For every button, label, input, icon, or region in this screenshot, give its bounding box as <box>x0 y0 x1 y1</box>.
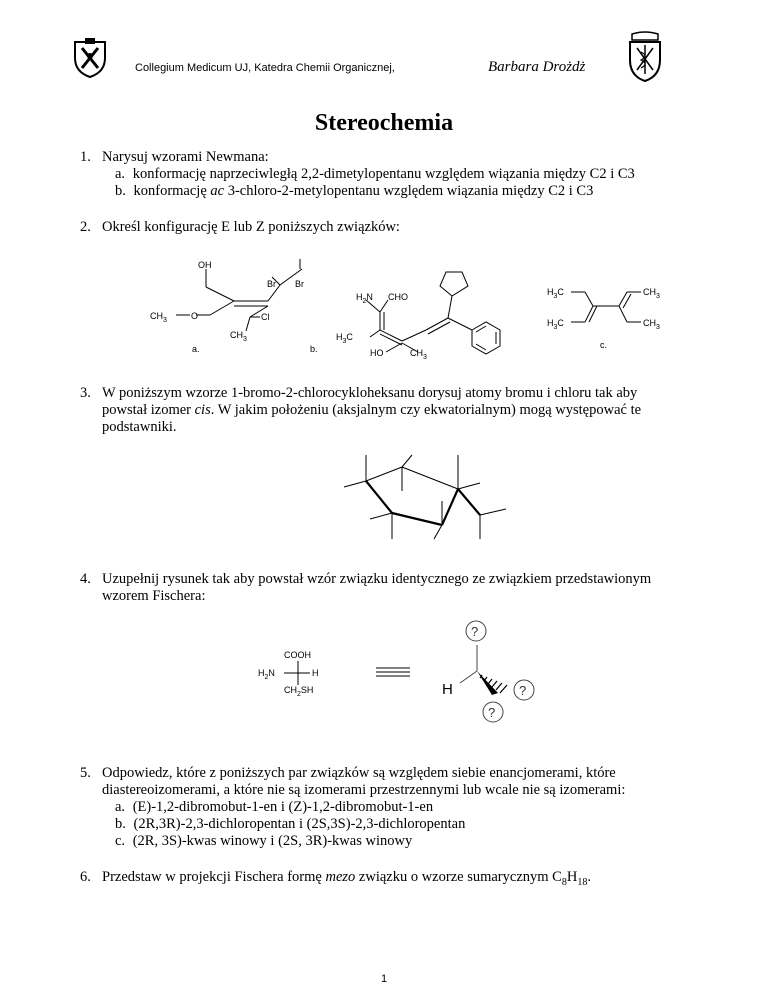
question-mark: ? <box>519 683 527 698</box>
question-text: Narysuj wzorami Newmana: <box>102 149 269 165</box>
cl-label: Cl <box>261 312 270 322</box>
question-text-line: podstawniki. <box>102 419 177 435</box>
ch3-label: $CH_3$ <box>150 311 167 324</box>
h3c-label: $H_3C$ <box>336 332 353 345</box>
question-mark: ? <box>488 705 496 720</box>
question-text-line: Uzupełnij rysunek tak aby powstał wzór związku identycznego ze związkiem przedstawionym <box>102 571 652 587</box>
header-institution: Collegium Medicum UJ, Katedra Chemii Organicznej, <box>135 62 395 74</box>
item-text: (2R, 3S)-kwas winowy i (2S, 3R)-kwas winowy <box>132 833 413 849</box>
br-label: Br <box>295 279 304 289</box>
h2n-label: $H_2N$ <box>258 668 275 681</box>
q5-item-c <box>115 833 412 850</box>
structure-c <box>545 278 705 358</box>
h3c-label: $H_3C$ <box>547 287 564 300</box>
question-2 <box>80 219 760 239</box>
question-number: 4. <box>80 571 91 587</box>
cyclohexane-chair-diagram <box>330 445 520 545</box>
h3c-label: $H_3C$ <box>547 318 564 331</box>
o-label: O <box>191 311 199 321</box>
question-text: Określ konfigurację E lub Z poniższych związków: <box>102 219 400 235</box>
item-text: (2R,3R)-2,3-dichloropentan i (2S,3S)-2,3-dichloropentan <box>133 816 466 832</box>
question-5 <box>80 765 760 801</box>
item-label: c. <box>115 833 126 849</box>
page-number: 1 <box>380 973 388 985</box>
ch3-label: $CH_3$ <box>643 287 660 300</box>
question-mark: ? <box>471 624 479 639</box>
ch2sh-label: $CH_2SH$ <box>284 685 314 698</box>
ho-label: HO <box>370 348 384 358</box>
question-6 <box>80 869 760 889</box>
structure-a <box>150 255 320 355</box>
question-number: 6. <box>80 869 91 885</box>
label-b: b. <box>310 344 318 354</box>
page-title: Stereochemia <box>314 110 454 136</box>
ch3-label: $CH_3$ <box>230 330 247 343</box>
question-text-line: W poniższym wzorze 1-bromo-2-chlorocykloheksanu dorysuj atomy bromu i chloru tak aby <box>102 385 638 401</box>
question-3 <box>80 385 760 439</box>
university-crest-logo <box>72 36 108 78</box>
q1-item-b <box>115 183 593 200</box>
structure-b <box>300 260 530 360</box>
h-label: H <box>312 668 319 678</box>
fischer-projection <box>240 645 360 705</box>
item-text: (E)-1,2-dibromobut-1-en i (Z)-1,2-dibromobut-1-en <box>132 799 434 815</box>
oh-label: OH <box>198 260 212 270</box>
question-text-line: Odpowiedz, które z poniższych par związków są względem siebie enancjomerami, które <box>102 765 616 781</box>
label-c: c. <box>600 340 608 350</box>
question-number: 1. <box>80 149 91 165</box>
question-number: 2. <box>80 219 91 235</box>
wedge-dash-structure <box>430 615 570 725</box>
collegium-medicum-crest-logo <box>626 30 664 82</box>
header-author: Barbara Drożdż <box>488 59 586 75</box>
ch3-label: $CH_3$ <box>410 348 427 360</box>
item-text: konformację ac 3-chloro-2-metylopentanu względem wiązania między C2 i C3 <box>133 183 594 199</box>
label-a: a. <box>192 344 200 354</box>
item-label: a. <box>115 799 126 815</box>
cooh-label: COOH <box>284 650 311 660</box>
item-label: b. <box>115 183 126 199</box>
ch3-label: $CH_3$ <box>643 318 660 331</box>
item-text: konformację naprzeciwległą 2,2-dimetylopentanu względem wiązania między C2 i C3 <box>132 166 635 182</box>
question-number: 5. <box>80 765 91 781</box>
question-4 <box>80 571 760 607</box>
q5-item-b <box>115 816 465 833</box>
q5-item-a <box>115 799 433 816</box>
item-label: a. <box>115 166 126 182</box>
q1-item-a <box>115 166 635 183</box>
identity-sign <box>374 665 412 679</box>
question-text-line: powstał izomer cis. W jakim położeniu (aksjalnym czy ekwatorialnym) mogą występować te <box>102 402 642 418</box>
item-label: b. <box>115 816 126 832</box>
question-number: 3. <box>80 385 91 401</box>
hydrogen-label: H <box>442 681 453 698</box>
question-text: Przedstaw w projekcji Fischera formę mezo związku o wzorze sumarycznym $C_8H_{18}$. <box>102 869 591 888</box>
question-text-line: diastereoizomerami, a które nie są izomerami przestrzennymi lub wcale nie są izomerami: <box>102 782 626 798</box>
question-text-line: wzorem Fischera: <box>102 588 206 604</box>
cho-label: CHO <box>388 292 408 302</box>
h2n-label: $H_2N$ <box>356 292 373 305</box>
br-label: Br <box>267 279 276 289</box>
